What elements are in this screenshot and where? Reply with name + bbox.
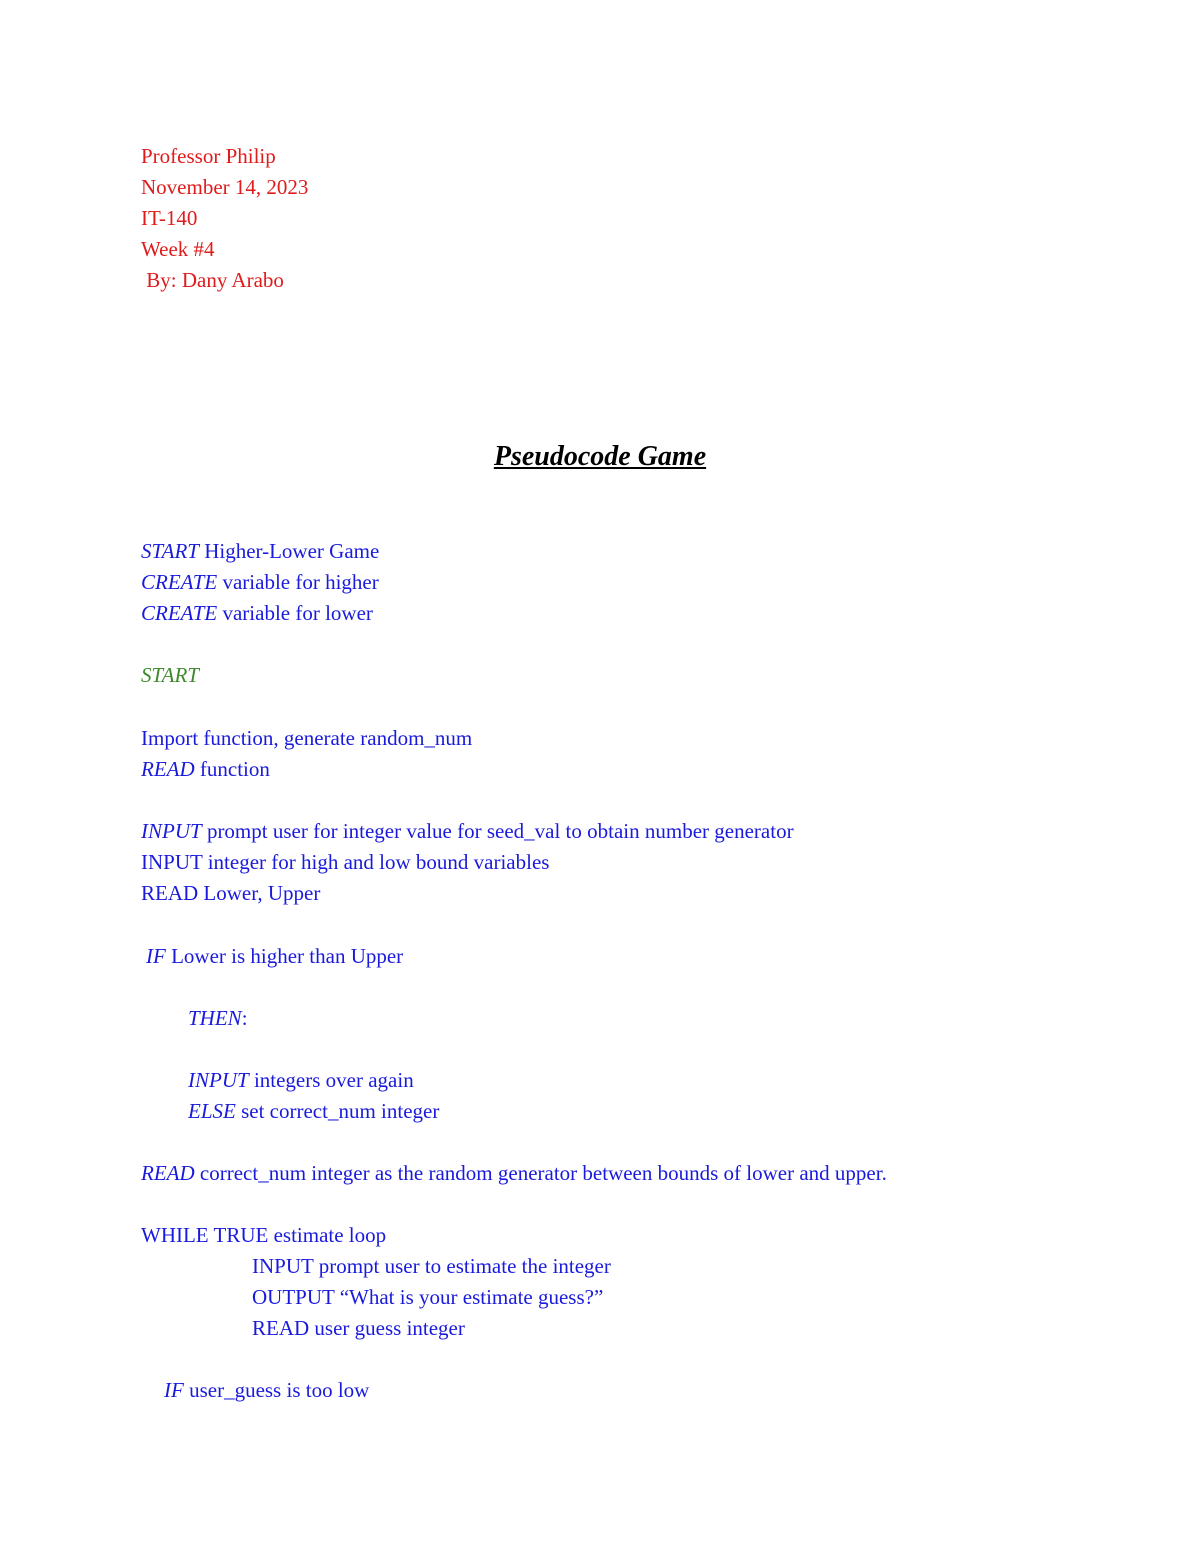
keyword: INPUT [141,819,202,843]
professor-name: Professor Philip [141,144,276,168]
code-line-if-too-low [164,1380,369,1401]
document-date: November 14, 2023 [141,175,309,199]
code-line-read-guess: READ user guess integer [252,1316,465,1340]
code-line-input-bounds: INPUT integer for high and low bound variables [141,850,550,874]
code-line-then [188,1008,248,1029]
code-text: set correct_num integer [235,1099,440,1123]
keyword: READ [141,757,195,781]
keyword: IF [146,944,166,968]
code-text: integers over again [248,1068,414,1092]
keyword: IF [164,1378,184,1402]
week-label: Week #4 [141,237,215,261]
code-line-else [188,1101,439,1122]
keyword: START [141,539,199,563]
code-text: function [194,757,270,781]
code-line-create-higher [141,572,379,593]
code-line-start-game [141,541,379,562]
code-line-input-estimate: INPUT prompt user to estimate the integer [252,1254,611,1278]
code-line-input-seed [141,821,794,842]
keyword: THEN [188,1006,242,1030]
code-text: : [241,1006,248,1030]
author-line: By: Dany Arabo [141,268,284,292]
code-line-read-bounds: READ Lower, Upper [141,881,321,905]
code-text: variable for lower [217,601,373,625]
keyword: CREATE [141,601,218,625]
code-text: prompt user for integer value for seed_val to obtain number generator [201,819,794,843]
keyword: READ [141,1161,195,1185]
code-line-if-lower [146,946,403,967]
course-code: IT-140 [141,206,198,230]
code-line-read-correct [141,1163,887,1184]
code-line-output-prompt: OUTPUT “What is your estimate guess?” [252,1285,604,1309]
code-line-input-again [188,1070,414,1091]
keyword: INPUT [188,1068,249,1092]
keyword: CREATE [141,570,218,594]
code-text: correct_num integer as the random generator between bounds of lower and upper. [194,1161,887,1185]
code-text: variable for higher [217,570,379,594]
code-line-read-function [141,759,270,780]
document-title: Pseudocode Game [493,441,707,472]
code-text: Lower is higher than Upper [165,944,404,968]
code-text: Higher-Lower Game [198,539,380,563]
code-text: user_guess is too low [183,1378,370,1402]
keyword: ELSE [188,1099,236,1123]
code-line-import: Import function, generate random_num [141,726,473,750]
code-line-create-lower [141,603,373,624]
code-line-start: START [141,663,199,687]
code-line-while: WHILE TRUE estimate loop [141,1223,387,1247]
